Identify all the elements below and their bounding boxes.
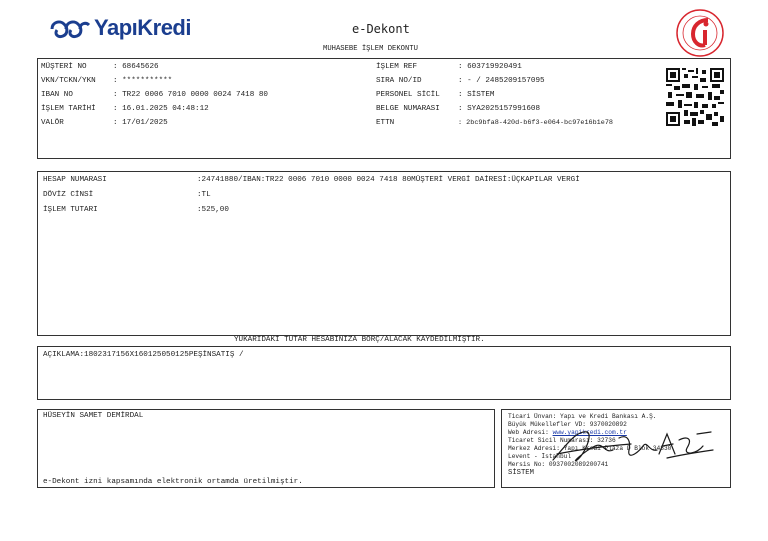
info-row (376, 62, 522, 72)
signature-icon (547, 424, 717, 474)
document-subtitle: MUHASEBE İŞLEM DEKONTU (323, 45, 418, 53)
info-row (41, 62, 159, 72)
detail-row (43, 175, 580, 185)
logo-text: YapıKredi (94, 15, 191, 40)
details-list (43, 175, 723, 225)
web-address-link[interactable]: www.yapikredi.com.tr (552, 429, 627, 436)
info-value: : - / 2485209157095 (458, 77, 545, 85)
info-value: : 603719920491 (458, 63, 522, 71)
info-label: PERSONEL SİCİL (376, 91, 440, 99)
info-row (376, 104, 540, 114)
info-label: ETTN (376, 119, 395, 127)
info-label: SIRA NO/ID (376, 77, 422, 85)
info-label: IBAN NO (41, 91, 73, 99)
account-details-box (37, 171, 731, 336)
bank-info-line: Levent - İstanbul (508, 453, 572, 460)
logo-emblem-icon (50, 18, 94, 40)
info-row (41, 104, 209, 114)
info-row (376, 90, 494, 100)
qr-code-icon (666, 68, 724, 126)
info-label: VALÖR (41, 119, 64, 127)
customer-name: HÜSEYİN SAMET DEMİRDAL (43, 412, 144, 420)
info-row (376, 76, 545, 86)
info-label: İŞLEM TARİHİ (41, 105, 96, 113)
info-value: : 17/01/2025 (113, 119, 168, 127)
description-text: AÇIKLAMA:1802317156X160125050125PEŞİNSATIŞ / (43, 351, 244, 359)
bank-seal-icon (675, 8, 725, 58)
bank-info-line: Büyük Mükellefler VD: 9370020892 (508, 421, 627, 428)
transaction-info-box (37, 58, 731, 159)
info-value: : SYA2025157991608 (458, 105, 541, 113)
info-label: VKN/TCKN/YKN (41, 77, 96, 85)
bank-logo (50, 14, 190, 42)
bank-info-box (501, 409, 731, 488)
bank-info-line: Ticaret Sicil Numarası: 32736 (508, 437, 616, 444)
detail-label: DÖVİZ CİNSİ (43, 191, 94, 199)
detail-label: HESAP NUMARASI (43, 176, 107, 184)
info-row (41, 90, 268, 100)
info-row (41, 118, 168, 128)
info-value: : 2bc9bfa8-420d-b6f3-e064-bc97e16b1e78 (458, 119, 613, 127)
bank-info-line: Mersis No: 0937002089200741 (508, 461, 609, 468)
detail-value: :525,00 (197, 206, 229, 214)
info-right-column (376, 62, 666, 132)
info-row (41, 76, 172, 86)
customer-box (37, 409, 495, 488)
info-label: MÜŞTERİ NO (41, 63, 87, 71)
info-left-column (41, 62, 371, 132)
info-value: : TR22 0006 7010 0000 0024 7418 80 (113, 91, 268, 99)
document-title: e-Dekont (352, 22, 410, 36)
detail-row (43, 205, 229, 215)
detail-value: :TL (197, 191, 211, 199)
web-address-label: Web Adresi: (508, 429, 553, 436)
bank-info-line: Ticari Ünvan: Yapı ve Kredi Bankası A.Ş. (508, 413, 657, 420)
bank-info-line: Merkez Adresi: Yapı Kredi Plaza D Blok 34330 (508, 445, 672, 452)
bank-info-line: SİSTEM (508, 469, 534, 477)
e-dekont-note: e-Dekont izni kapsamında elektronik ortamda üretilmiştir. (43, 478, 303, 486)
description-box (37, 346, 731, 400)
detail-label: İŞLEM TUTARI (43, 206, 98, 214)
info-value: : 16.01.2025 04:48:12 (113, 105, 209, 113)
detail-row (43, 190, 211, 200)
info-value: : *********** (113, 77, 173, 85)
info-value: : SİSTEM (458, 91, 495, 99)
info-row (376, 118, 613, 128)
detail-value: :24741880/IBAN:TR22 0006 7010 0000 0024 7418 80MÜŞTERİ VERGİ DAİRESİ:ÜÇKAPILAR VERGİ (197, 176, 580, 184)
debit-credit-notice: YUKARIDAKİ TUTAR HESABINIZA BORÇ/ALACAK KAYDEDİLMİŞTİR. (234, 336, 485, 344)
info-label: İŞLEM REF (376, 63, 418, 71)
info-label: BELGE NUMARASI (376, 105, 440, 113)
info-value: : 68645626 (113, 63, 159, 71)
